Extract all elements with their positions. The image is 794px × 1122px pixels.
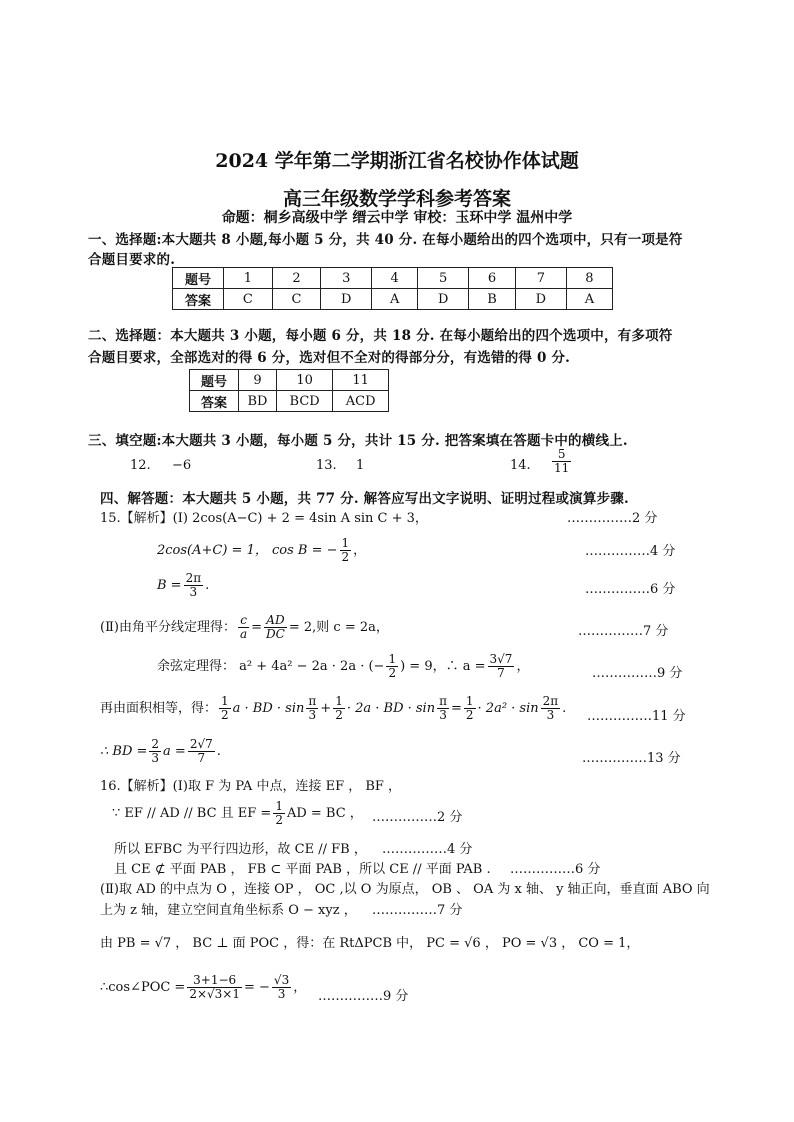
part2-intro-line2: 合题目要求，全部选对的得 6 分，选对但不全对的得部分分，有选错的得 0 分.: [88, 350, 571, 366]
page-title: 2024 学年第二学期浙江省名校协作体试题: [215, 150, 579, 172]
table-row: [190, 391, 389, 412]
part2-answer-table: [189, 369, 389, 412]
table-cell: B: [469, 289, 516, 310]
q16-line1: 16.【解析】(Ⅰ)取 F 为 PA 中点，连接 EF ， BF ，: [100, 779, 402, 794]
table-cell: 1: [224, 268, 273, 289]
fraction: $\frac{2√7}{7}$: [189, 737, 213, 765]
score-label: ……………4 分: [382, 842, 473, 857]
table-cell: A: [566, 289, 612, 310]
q16-line3: 所以 EFBC 为平行四边形，故 CE // FB ，: [114, 842, 367, 857]
score-label: ……………7 分: [372, 903, 463, 918]
page-subtitle: 高三年级数学学科参考答案: [282, 188, 511, 210]
table-header-cell: 答案: [173, 289, 224, 310]
fraction: $\frac{3+1-6}{2\times√3\times 1}$: [189, 973, 240, 1001]
q16-line6: 上为 z 轴，建立空间直角坐标系 O − xyz ，: [100, 903, 357, 918]
table-row: [190, 370, 389, 391]
q12-label: 12.: [130, 458, 151, 473]
table-cell: D: [321, 289, 372, 310]
table-cell: 10: [276, 370, 332, 391]
part1-answer-table: [172, 267, 613, 310]
q15-line1: 15.【解析】(Ⅰ) 2cos(A−C) + 2 = 4sin A sin C + 3，: [100, 511, 428, 526]
table-header-cell: 题号: [173, 268, 224, 289]
fraction: $\frac{5}{11}$: [554, 447, 570, 475]
q16-line4: 且 CE ⊄ 平面 PAB ， FB ⊂ 平面 PAB ，所以 CE // 平面 PAB .: [114, 862, 491, 877]
part4-intro: 四、解答题：本大题共 5 小题，共 77 分. 解答应写出文字说明、证明过程或演算步骤.: [100, 491, 629, 507]
table-cell: ACD: [333, 391, 389, 412]
score-label: ……………11 分: [587, 709, 686, 724]
score-label: ……………7 分: [578, 624, 669, 639]
fraction: $\frac{3√7}{7}$: [489, 652, 513, 680]
fraction: $\frac{1}{2}$: [335, 694, 343, 722]
table-cell: C: [224, 289, 273, 310]
q16-line5: (Ⅱ)取 AD 的中点为 O ，连接 OP ， OC ,以 O 为原点， OB 、 OA 为 x 轴、 y 轴正向，垂直面 ABO 向: [100, 882, 710, 897]
part1-intro-line2: 合题目要求的.: [88, 252, 176, 268]
fraction: $\frac{AD}{DC}$: [266, 613, 285, 641]
table-header-cell: 答案: [190, 391, 239, 412]
fraction: $\frac{1}{2}$: [388, 652, 397, 680]
table-cell: 6: [469, 268, 516, 289]
q15-line4: (Ⅱ)由角平分线定理得： $\frac{c}{a}$ = $\frac{AD}{DC}$ = 2,则 c = 2a，: [100, 613, 389, 641]
table-cell: C: [272, 289, 321, 310]
q13-answer: 1: [356, 458, 365, 473]
table-row: [173, 289, 613, 310]
q16-line8: ∴cos∠POC = $\frac{3+1-6}{2\times√3\times 1}$ = − $\frac{√3}{3}$ ，: [100, 973, 307, 1001]
score-label: ……………6 分: [510, 862, 601, 877]
table-header-cell: 题号: [190, 370, 239, 391]
score-label: ……………9 分: [318, 989, 409, 1004]
score-label: ……………4 分: [585, 544, 676, 559]
q15-line3: B = $\frac{2\pi}{3}$ .: [157, 571, 210, 599]
fraction: $\frac{1}{2}$: [221, 694, 229, 722]
q14-answer: [550, 448, 573, 475]
q12-answer: −6: [172, 458, 192, 473]
table-cell: 3: [321, 268, 372, 289]
table-cell: 4: [372, 268, 418, 289]
q13-label: 13.: [316, 458, 337, 473]
table-cell: 5: [418, 268, 469, 289]
table-row: [173, 268, 613, 289]
fraction: $\frac{1}{2}$: [275, 799, 283, 827]
q15-line7: ∴ BD = $\frac{2}{3}$ a = $\frac{2√7}{7}$ .: [100, 737, 221, 765]
table-cell: 2: [272, 268, 321, 289]
fraction: $\frac{1}{2}$: [341, 536, 350, 564]
fraction: $\frac{c}{a}$: [239, 613, 248, 641]
table-cell: 9: [239, 370, 277, 391]
authors-line: 命题：桐乡高级中学 缙云中学 审校：玉环中学 温州中学: [221, 210, 573, 226]
score-label: ……………2 分: [567, 511, 658, 526]
fraction: $\frac{2\pi}{3}$: [542, 694, 559, 722]
fraction: $\frac{2}{3}$: [151, 737, 160, 765]
table-cell: 7: [515, 268, 566, 289]
fraction: $\frac{\pi}{3}$: [308, 694, 317, 722]
table-cell: D: [418, 289, 469, 310]
part3-intro: 三、填空题:本大题共 3 小题，每小题 5 分，共计 15 分. 把答案填在答题卡中的横线上.: [88, 433, 628, 449]
score-label: ……………9 分: [592, 666, 683, 681]
score-label: ……………13 分: [582, 751, 681, 766]
part1-intro-line1: 一、选择题:本大题共 8 小题,每小题 5 分，共 40 分. 在每小题给出的四个选项中，只有一项是符: [88, 232, 683, 248]
part2-intro-line1: 二、选择题：本大题共 3 小题，每小题 6 分，共 18 分. 在每小题给出的四个选项中，有多项符: [88, 328, 673, 344]
q14-label: 14.: [510, 458, 531, 473]
table-cell: 11: [333, 370, 389, 391]
table-cell: BCD: [276, 391, 332, 412]
table-cell: 8: [566, 268, 612, 289]
q15-line6: 再由面积相等，得： $\frac{1}{2}$ a · BD · sin $\frac{\pi}{3}$ + $\frac{1}{2}$ · 2a · BD · sin $\frac{\pi}{3}$ = $\frac{1}{2}$ · 2a² · sin $\frac{2\pi}{3}$ .: [100, 694, 567, 722]
fraction: $\frac{\pi}{3}$: [439, 694, 447, 722]
q15-line5: 余弦定理得： a² + 4a² − 2a · 2a · (− $\frac{1}{2}$ ) = 9，∴ a = $\frac{3√7}{7}$ ，: [157, 652, 530, 680]
fraction: $\frac{2\pi}{3}$: [185, 571, 202, 599]
q16-line2: ∵ EF // AD // BC 且 EF = $\frac{1}{2}$ AD = BC ，: [112, 799, 363, 827]
q16-line7: 由 PB = √7 ， BC ⊥ 面 POC ，得：在 RtΔPCB 中， PC = √6 ， PO = √3 ， CO = 1，: [100, 936, 640, 951]
table-cell: A: [372, 289, 418, 310]
q15-line2: 2cos(A+C) = 1， cos B = − $\frac{1}{2}$ ，: [157, 536, 367, 564]
score-label: ……………2 分: [372, 810, 463, 825]
score-label: ……………6 分: [585, 582, 676, 597]
fraction: $\frac{1}{2}$: [465, 694, 474, 722]
table-cell: BD: [239, 391, 277, 412]
fraction: $\frac{√3}{3}$: [273, 973, 290, 1001]
table-cell: D: [515, 289, 566, 310]
